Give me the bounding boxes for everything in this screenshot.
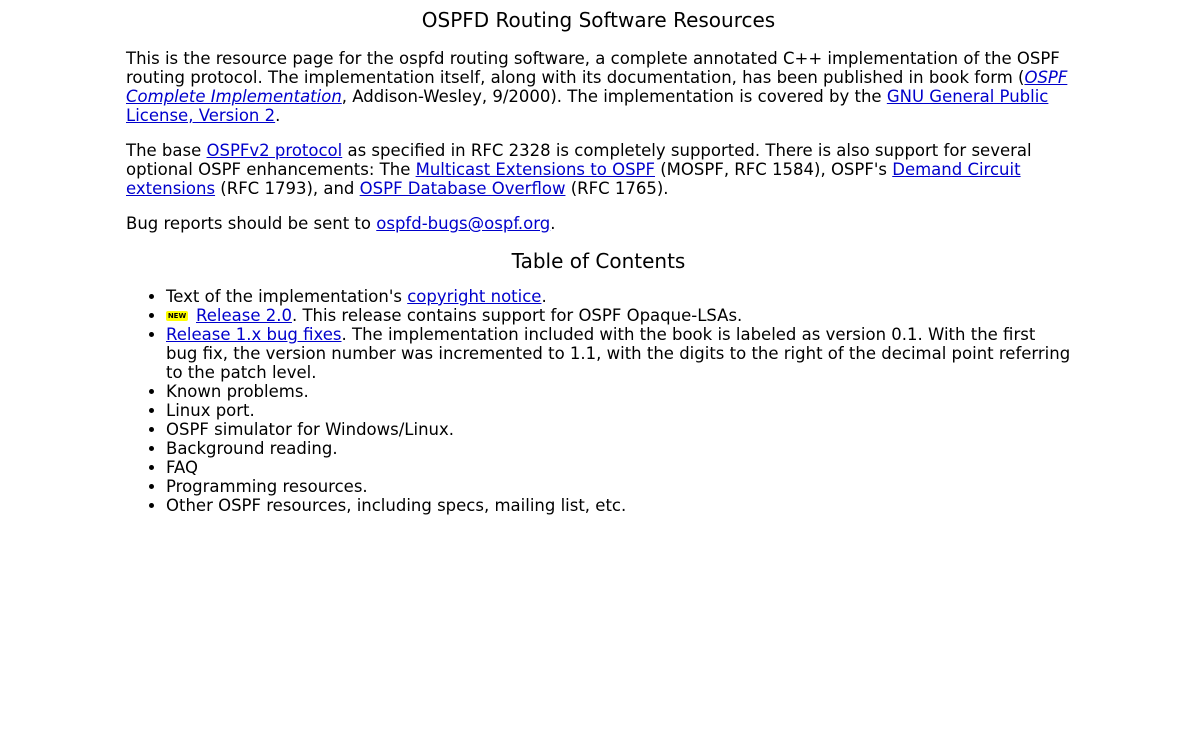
list-item: • FAQ <box>166 458 1071 477</box>
page-content <box>126 0 1071 515</box>
list-item: • Linux port. <box>166 401 1071 420</box>
support-text-3: (MOSPF, RFC 1584), OSPF's <box>655 160 893 179</box>
intro-text-1: This is the resource page for the ospfd routing software, a complete annotated C++ implementation of the OSPF routing protocol. The implementation itself, along with its documentation, has been published in book form ( <box>126 49 1060 87</box>
support-text-2: as specified in RFC 2328 is completely supported. There is also support for several optional OSPF enhancements: The <box>126 141 1032 179</box>
page-title: OSPFD Routing Software Resources <box>421 8 776 32</box>
list-item: • OSPF simulator for Windows/Linux. <box>166 420 1071 439</box>
list-item: • Text of the implementation's copyright notice. <box>166 287 1071 306</box>
list-item: • Programming resources. <box>166 477 1071 496</box>
list-item: • Release 1.x bug fixes. The implementation included with the book is labeled as version 0.1. With the first bug fix, the version number was incremented to 1.1, with the digits to the right of the decimal point referring to the patch level. <box>166 325 1071 382</box>
book-link[interactable]: OSPF Complete Implementation <box>126 68 1068 106</box>
copyright-notice-link[interactable]: copyright notice <box>407 287 542 306</box>
toc-list <box>126 287 1071 515</box>
support-text-5: (RFC 1765). <box>565 179 669 198</box>
demand-circuit-link[interactable]: Demand Circuit extensions <box>126 160 1021 198</box>
toc-heading: Table of Contents <box>511 249 686 273</box>
bug-fixes-link[interactable]: Release 1.x bug fixes <box>166 325 342 344</box>
support-text-1: The base <box>126 141 207 160</box>
gpl-license-link[interactable]: GNU General Public License, Version 2 <box>126 87 1049 125</box>
bug-report-paragraph <box>126 214 1071 233</box>
bug-email-link[interactable]: ospfd-bugs@ospf.org <box>376 214 551 233</box>
bugs-text-1: Bug reports should be sent to <box>126 214 377 233</box>
intro-text-2: , Addison-Wesley, 9/2000). The implementation is covered by the <box>341 87 887 106</box>
ospfv2-protocol-link[interactable]: OSPFv2 protocol <box>206 141 343 160</box>
support-text-4: (RFC 1793), and <box>215 179 360 198</box>
list-item: • NEW Release 2.0. This release contains support for OSPF Opaque-LSAs. <box>166 306 1071 325</box>
list-item: • Known problems. <box>166 382 1071 401</box>
support-paragraph <box>126 141 1071 198</box>
bugs-text-2: . <box>550 214 556 233</box>
new-badge-icon: NEW <box>167 312 187 320</box>
list-item: • Background reading. <box>166 439 1071 458</box>
list-item: • Other OSPF resources, including specs, mailing list, etc. <box>166 496 1071 515</box>
intro-paragraph <box>126 49 1071 125</box>
release-2-link[interactable]: Release 2.0 <box>196 306 292 325</box>
database-overflow-link[interactable]: OSPF Database Overflow <box>359 179 566 198</box>
intro-text-3: . <box>275 106 281 125</box>
multicast-extensions-link[interactable]: Multicast Extensions to OSPF <box>415 160 655 179</box>
